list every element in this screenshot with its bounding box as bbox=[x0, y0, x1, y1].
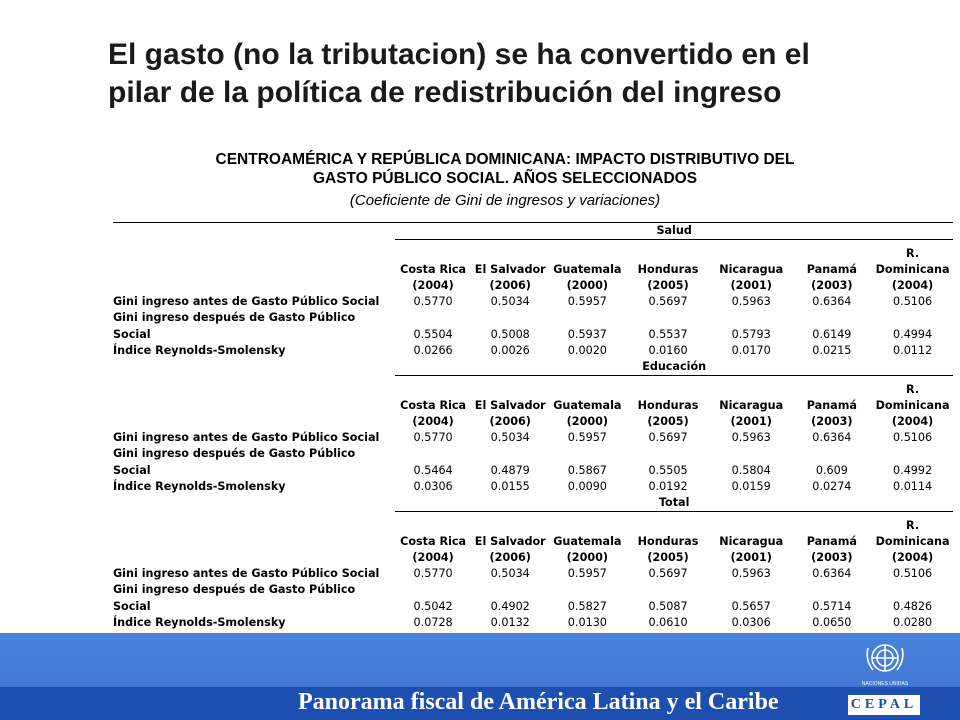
table-subtitle: (Coeficiente de Gini de ingresos y variaciones) bbox=[349, 192, 661, 209]
table-cell: 0.0160 bbox=[648, 343, 688, 357]
table-cell: 0.6364 bbox=[812, 567, 852, 581]
table-cell: 0.0114 bbox=[893, 479, 933, 493]
table-cell: 0.5537 bbox=[648, 327, 688, 341]
table-cell: 0.5770 bbox=[413, 295, 453, 309]
column-header bbox=[625, 240, 711, 295]
column-header bbox=[550, 512, 626, 567]
table-cell: 0.5464 bbox=[413, 463, 453, 477]
row-label: Gini ingreso después de Gasto Público bbox=[113, 447, 356, 461]
row-label: Social bbox=[113, 327, 151, 341]
data-row-reynolds-smolensky bbox=[113, 615, 953, 631]
table-cell: 0.0155 bbox=[490, 479, 530, 493]
column-header bbox=[550, 376, 626, 431]
column-header-row bbox=[113, 376, 953, 431]
section-header-row bbox=[113, 223, 953, 240]
blank-cell bbox=[113, 376, 395, 431]
row-label: Índice Reynolds-Smolensky bbox=[113, 343, 286, 357]
table-cell: 0.5008 bbox=[490, 327, 530, 341]
table-cell: 0.5770 bbox=[413, 431, 453, 445]
empty-cell bbox=[550, 310, 626, 326]
table-cell: 0.6364 bbox=[812, 295, 852, 309]
section-name: Total bbox=[395, 495, 953, 512]
empty-cell bbox=[471, 582, 550, 598]
table-cell: 0.4879 bbox=[490, 463, 530, 477]
column-header-line: Guatemala bbox=[553, 534, 622, 548]
column-header-line: R. bbox=[906, 246, 920, 260]
empty-cell bbox=[395, 310, 471, 326]
blank-cell bbox=[113, 359, 395, 376]
column-header-line: (2003) bbox=[811, 279, 853, 292]
table-cell: 0.0170 bbox=[731, 343, 771, 357]
data-row-gini-after bbox=[113, 599, 953, 615]
column-header bbox=[625, 512, 711, 567]
table-cell: 0.5867 bbox=[567, 463, 607, 477]
table-cell: 0.0306 bbox=[413, 479, 453, 493]
column-header bbox=[471, 512, 550, 567]
column-header bbox=[872, 512, 953, 567]
data-row-gini-after bbox=[113, 463, 953, 479]
gini-table bbox=[113, 222, 953, 631]
column-header-line: R. bbox=[906, 518, 920, 532]
data-row-gini-after bbox=[113, 327, 953, 343]
column-header-line: Guatemala bbox=[553, 398, 622, 412]
data-row-reynolds-smolensky bbox=[113, 343, 953, 359]
table-cell: 0.5034 bbox=[490, 431, 530, 445]
blank-cell bbox=[113, 512, 395, 567]
empty-cell bbox=[792, 446, 873, 462]
table-cell: 0.5957 bbox=[567, 567, 607, 581]
column-header bbox=[792, 240, 873, 295]
empty-cell bbox=[711, 310, 792, 326]
table-cell: 0.5957 bbox=[567, 295, 607, 309]
table-cell: 0.5504 bbox=[413, 327, 453, 341]
table-cell: 0.0280 bbox=[893, 615, 933, 629]
data-row-gini-before bbox=[113, 294, 953, 310]
column-header-row bbox=[113, 240, 953, 295]
column-header bbox=[471, 376, 550, 431]
row-label: Gini ingreso después de Gasto Público bbox=[113, 583, 356, 597]
table-cell: 0.5770 bbox=[413, 567, 453, 581]
table-cell: 0.0728 bbox=[413, 615, 453, 629]
table-cell: 0.5657 bbox=[731, 599, 771, 613]
table-cell: 0.609 bbox=[815, 463, 848, 477]
column-header-line: El Salvador bbox=[474, 534, 546, 548]
table-cell: 0.5106 bbox=[893, 295, 933, 309]
column-header-line: Guatemala bbox=[553, 262, 622, 276]
cepal-logo: CEPAL bbox=[848, 695, 920, 715]
column-header-line: (2006) bbox=[489, 415, 531, 429]
empty-cell bbox=[550, 446, 626, 462]
column-header-line: El Salvador bbox=[474, 262, 546, 276]
row-label: Gini ingreso antes de Gasto Público Social bbox=[113, 431, 380, 445]
column-header-line: R. bbox=[906, 382, 920, 396]
column-header-line: (2004) bbox=[412, 415, 454, 429]
table-cell: 0.5505 bbox=[648, 463, 688, 477]
empty-cell bbox=[395, 582, 471, 598]
table-cell: 0.5827 bbox=[567, 599, 607, 613]
column-header-line: Costa Rica bbox=[400, 398, 467, 412]
column-header bbox=[550, 240, 626, 295]
column-header-line: (2004) bbox=[412, 551, 454, 565]
table-cell: 0.5697 bbox=[648, 567, 688, 581]
data-row-gini-after-label bbox=[113, 446, 953, 462]
table-cell: 0.0650 bbox=[812, 615, 852, 629]
table-cell: 0.5937 bbox=[567, 327, 607, 341]
empty-cell bbox=[625, 446, 711, 462]
table-cell: 0.6364 bbox=[812, 431, 852, 445]
table-cell: 0.5087 bbox=[648, 599, 688, 613]
column-header bbox=[471, 240, 550, 295]
column-header-line: Panamá bbox=[806, 534, 857, 548]
column-header-line: Honduras bbox=[637, 262, 699, 276]
table-cell: 0.5034 bbox=[490, 567, 530, 581]
table-cell: 0.5957 bbox=[567, 431, 607, 445]
data-row-reynolds-smolensky bbox=[113, 479, 953, 495]
table-cell: 0.5697 bbox=[648, 295, 688, 309]
column-header-line: (2005) bbox=[647, 551, 689, 565]
table-cell: 0.5793 bbox=[731, 327, 771, 341]
row-label: Gini ingreso después de Gasto Público bbox=[113, 311, 356, 325]
column-header-line: (2000) bbox=[566, 279, 609, 292]
column-header bbox=[711, 376, 792, 431]
empty-cell bbox=[625, 310, 711, 326]
column-header-line: Nicaragua bbox=[719, 398, 784, 412]
table-cell: 0.5963 bbox=[731, 567, 771, 581]
column-header bbox=[792, 376, 873, 431]
row-label: Gini ingreso antes de Gasto Público Social bbox=[113, 295, 380, 309]
table-cell: 0.5963 bbox=[731, 431, 771, 445]
row-label: Social bbox=[113, 599, 151, 613]
title-line-1: El gasto (no la tributacion) se ha convertido en el bbox=[108, 38, 810, 71]
row-label: Índice Reynolds-Smolensky bbox=[113, 615, 286, 629]
column-header-row bbox=[113, 512, 953, 567]
table-cell: 0.0090 bbox=[567, 479, 607, 493]
column-header-line: (2006) bbox=[489, 551, 531, 565]
table-cell: 0.4994 bbox=[893, 327, 933, 341]
empty-cell bbox=[872, 310, 953, 326]
un-emblem-icon bbox=[855, 636, 915, 688]
column-header-line: (2004) bbox=[412, 279, 454, 292]
table-cell: 0.0266 bbox=[413, 343, 453, 357]
table-cell: 0.0610 bbox=[648, 615, 688, 629]
blank-cell bbox=[113, 495, 395, 512]
column-header-line: Panamá bbox=[806, 398, 857, 412]
table-cell: 0.5106 bbox=[893, 431, 933, 445]
table-cell: 0.4902 bbox=[490, 599, 530, 613]
empty-cell bbox=[792, 310, 873, 326]
column-header bbox=[792, 512, 873, 567]
table-cell: 0.0159 bbox=[731, 479, 771, 493]
table-title-line-1: CENTROAMÉRICA Y REPÚBLICA DOMINICANA: IMPACTO DISTRIBUTIVO DEL bbox=[215, 151, 795, 168]
table-cell: 0.5804 bbox=[731, 463, 771, 477]
table-cell: 0.5042 bbox=[413, 599, 453, 613]
column-header-line: Honduras bbox=[637, 534, 699, 548]
column-header bbox=[872, 240, 953, 295]
section-name: Salud bbox=[395, 223, 953, 240]
un-logo-text: NACIONES UNIDAS bbox=[861, 681, 909, 687]
column-header bbox=[872, 376, 953, 431]
column-header bbox=[395, 512, 471, 567]
column-header-line: Nicaragua bbox=[719, 262, 784, 276]
column-header-line: (2000) bbox=[566, 551, 609, 565]
table-cell: 0.5106 bbox=[893, 567, 933, 581]
table-cell: 0.0020 bbox=[567, 343, 607, 357]
table-cell: 0.4992 bbox=[893, 463, 933, 477]
section-header-row bbox=[113, 359, 953, 376]
table-cell: 0.5034 bbox=[490, 295, 530, 309]
slide-title bbox=[108, 36, 868, 112]
table-cell: 0.5714 bbox=[812, 599, 852, 613]
column-header-line: Dominicana bbox=[875, 534, 950, 548]
empty-cell bbox=[792, 582, 873, 598]
table-cell: 0.0132 bbox=[490, 615, 530, 629]
column-header-line: (2005) bbox=[647, 415, 689, 429]
column-header-line: (2003) bbox=[811, 415, 853, 429]
column-header-line: Dominicana bbox=[875, 398, 950, 412]
data-row-gini-before bbox=[113, 430, 953, 446]
empty-cell bbox=[471, 446, 550, 462]
table-cell: 0.5963 bbox=[731, 295, 771, 309]
table-cell: 0.0306 bbox=[731, 615, 771, 629]
section-name: Educación bbox=[395, 359, 953, 376]
table-cell: 0.4826 bbox=[893, 599, 933, 613]
column-header-line: Dominicana bbox=[875, 262, 950, 276]
column-header-line: Costa Rica bbox=[400, 534, 467, 548]
column-header bbox=[711, 240, 792, 295]
column-header-line: (2003) bbox=[811, 551, 853, 565]
section-header-row bbox=[113, 495, 953, 512]
data-row-gini-after-label bbox=[113, 310, 953, 326]
empty-cell bbox=[550, 582, 626, 598]
table-cell: 0.0026 bbox=[490, 343, 530, 357]
column-header-line: (2004) bbox=[891, 551, 934, 565]
column-header-line: (2006) bbox=[489, 279, 531, 292]
empty-cell bbox=[711, 582, 792, 598]
table-cell: 0.6149 bbox=[812, 327, 852, 341]
data-row-gini-before bbox=[113, 566, 953, 582]
row-label: Social bbox=[113, 463, 151, 477]
empty-cell bbox=[711, 446, 792, 462]
table-cell: 0.0112 bbox=[893, 343, 933, 357]
title-line-2: pilar de la política de redistribución del ingreso bbox=[108, 76, 782, 109]
blank-cell bbox=[113, 223, 395, 240]
footer-title: Panorama fiscal de América Latina y el Caribe bbox=[298, 689, 779, 715]
blank-cell bbox=[113, 240, 395, 295]
row-label: Gini ingreso antes de Gasto Público Social bbox=[113, 567, 380, 581]
column-header-line: El Salvador bbox=[474, 398, 546, 412]
column-header bbox=[395, 376, 471, 431]
column-header-line: (2001) bbox=[730, 551, 772, 565]
empty-cell bbox=[872, 446, 953, 462]
empty-cell bbox=[872, 582, 953, 598]
table-title-line-2: GASTO PÚBLICO SOCIAL. AÑOS SELECCIONADOS bbox=[312, 170, 698, 187]
column-header-line: Costa Rica bbox=[400, 262, 467, 276]
table-cell: 0.5697 bbox=[648, 431, 688, 445]
column-header-line: Honduras bbox=[637, 398, 699, 412]
column-header-line: (2000) bbox=[566, 415, 609, 429]
column-header-line: Panamá bbox=[806, 262, 857, 276]
table-cell: 0.0130 bbox=[567, 615, 607, 629]
row-label: Índice Reynolds-Smolensky bbox=[113, 479, 286, 493]
column-header-line: Nicaragua bbox=[719, 534, 784, 548]
column-header-line: (2001) bbox=[730, 415, 772, 429]
column-header bbox=[395, 240, 471, 295]
data-row-gini-after-label bbox=[113, 582, 953, 598]
empty-cell bbox=[625, 582, 711, 598]
column-header-line: (2004) bbox=[891, 279, 934, 292]
column-header-line: (2005) bbox=[647, 279, 689, 292]
table-cell: 0.0274 bbox=[812, 479, 852, 493]
column-header-line: (2001) bbox=[730, 279, 772, 292]
table-cell: 0.0215 bbox=[812, 343, 852, 357]
empty-cell bbox=[395, 446, 471, 462]
column-header bbox=[625, 376, 711, 431]
empty-cell bbox=[471, 310, 550, 326]
column-header bbox=[711, 512, 792, 567]
column-header-line: (2004) bbox=[891, 415, 934, 429]
table-cell: 0.0192 bbox=[648, 479, 688, 493]
